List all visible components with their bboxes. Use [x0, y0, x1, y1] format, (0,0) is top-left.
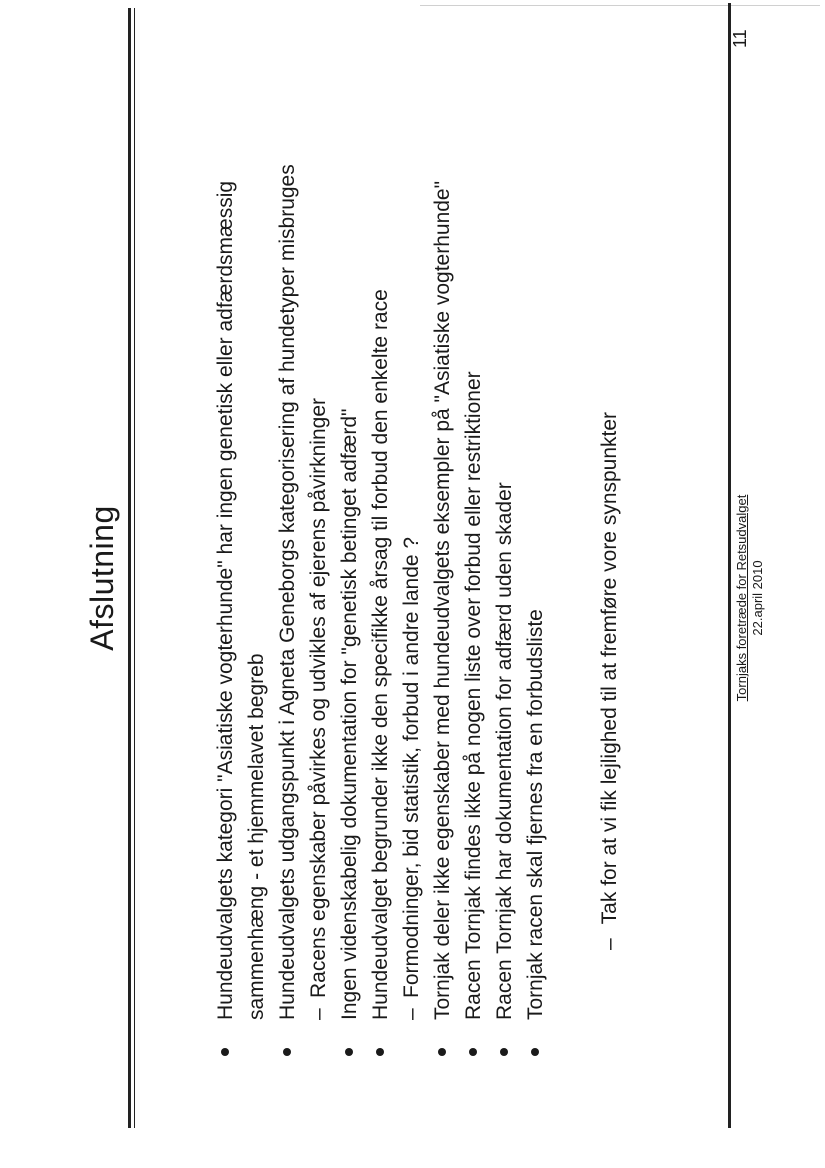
- bullet-text: Racen Tornjak har dokumentation for adfærd uden skader: [493, 482, 516, 1020]
- bullet-item: [520, 40, 551, 1060]
- bullet-text: Racens egenskaber påvirkes og udvikles af ejerens påvirkninger: [307, 398, 330, 998]
- footer-org: Tornjaks foretræde for Retsudvalget: [734, 494, 749, 702]
- page-number: 11: [730, 29, 750, 48]
- footer-rule: [728, 3, 731, 1128]
- closing-line: [594, 412, 625, 950]
- closing-text: Tak for at vi fik lejlighed til at fremføre vore synspunkter: [598, 411, 621, 925]
- footer: [734, 448, 766, 748]
- slide-title: Afslutning: [84, 505, 120, 651]
- footer-date: 22.april 2010: [750, 560, 765, 636]
- bullet-item: [272, 40, 303, 1060]
- bullet-text: Hundeudvalgets udgangspunkt i Agneta Geneborgs kategorisering af hundetyper misbruges: [276, 164, 299, 1020]
- bullet-item: [458, 40, 489, 1060]
- sub-bullet-item: [303, 40, 334, 1060]
- top-rule-thin: [134, 8, 135, 1128]
- bullet-item: [489, 40, 520, 1060]
- dash-marker: –: [307, 1008, 330, 1020]
- bullet-text: Hundeudvalget begrunder ikke den specifikke årsag til forbud den enkelte race: [369, 289, 392, 1020]
- bullet-text: Tornjak deler ikke egenskaber med hundeudvalgets eksempler på "Asiatiske vogterhunde": [431, 180, 454, 1020]
- bullet-item: [365, 40, 396, 1060]
- bullet-list: [210, 40, 551, 1060]
- top-rule: [128, 8, 131, 1128]
- bullet-text: Racen Tornjak findes ikke på nogen liste over forbud eller restriktioner: [462, 371, 485, 1020]
- bullet-text: Ingen videnskabelig dokumentation for "genetisk betinget adfærd": [338, 408, 361, 1020]
- bullet-text: Tornjak racen skal fjernes fra en forbudsliste: [524, 609, 547, 1020]
- bullet-item: [210, 40, 241, 1060]
- bullet-continuation: [241, 40, 272, 1060]
- bullet-text: sammenhæng - et hjemmelavet begreb: [245, 653, 268, 1020]
- bullet-item: [334, 40, 365, 1060]
- sub-bullet-item: [396, 40, 427, 1060]
- dash-marker: –: [400, 1008, 423, 1020]
- bullet-text: Formodninger, bid statistik, forbud i andre lande ?: [400, 536, 423, 998]
- bullet-item: [427, 40, 458, 1060]
- bullet-text: Hundeudvalgets kategori "Asiatiske vogterhunde" har ingen genetisk eller adfærdsmæssig: [214, 180, 237, 1020]
- dash-marker: –: [598, 938, 621, 950]
